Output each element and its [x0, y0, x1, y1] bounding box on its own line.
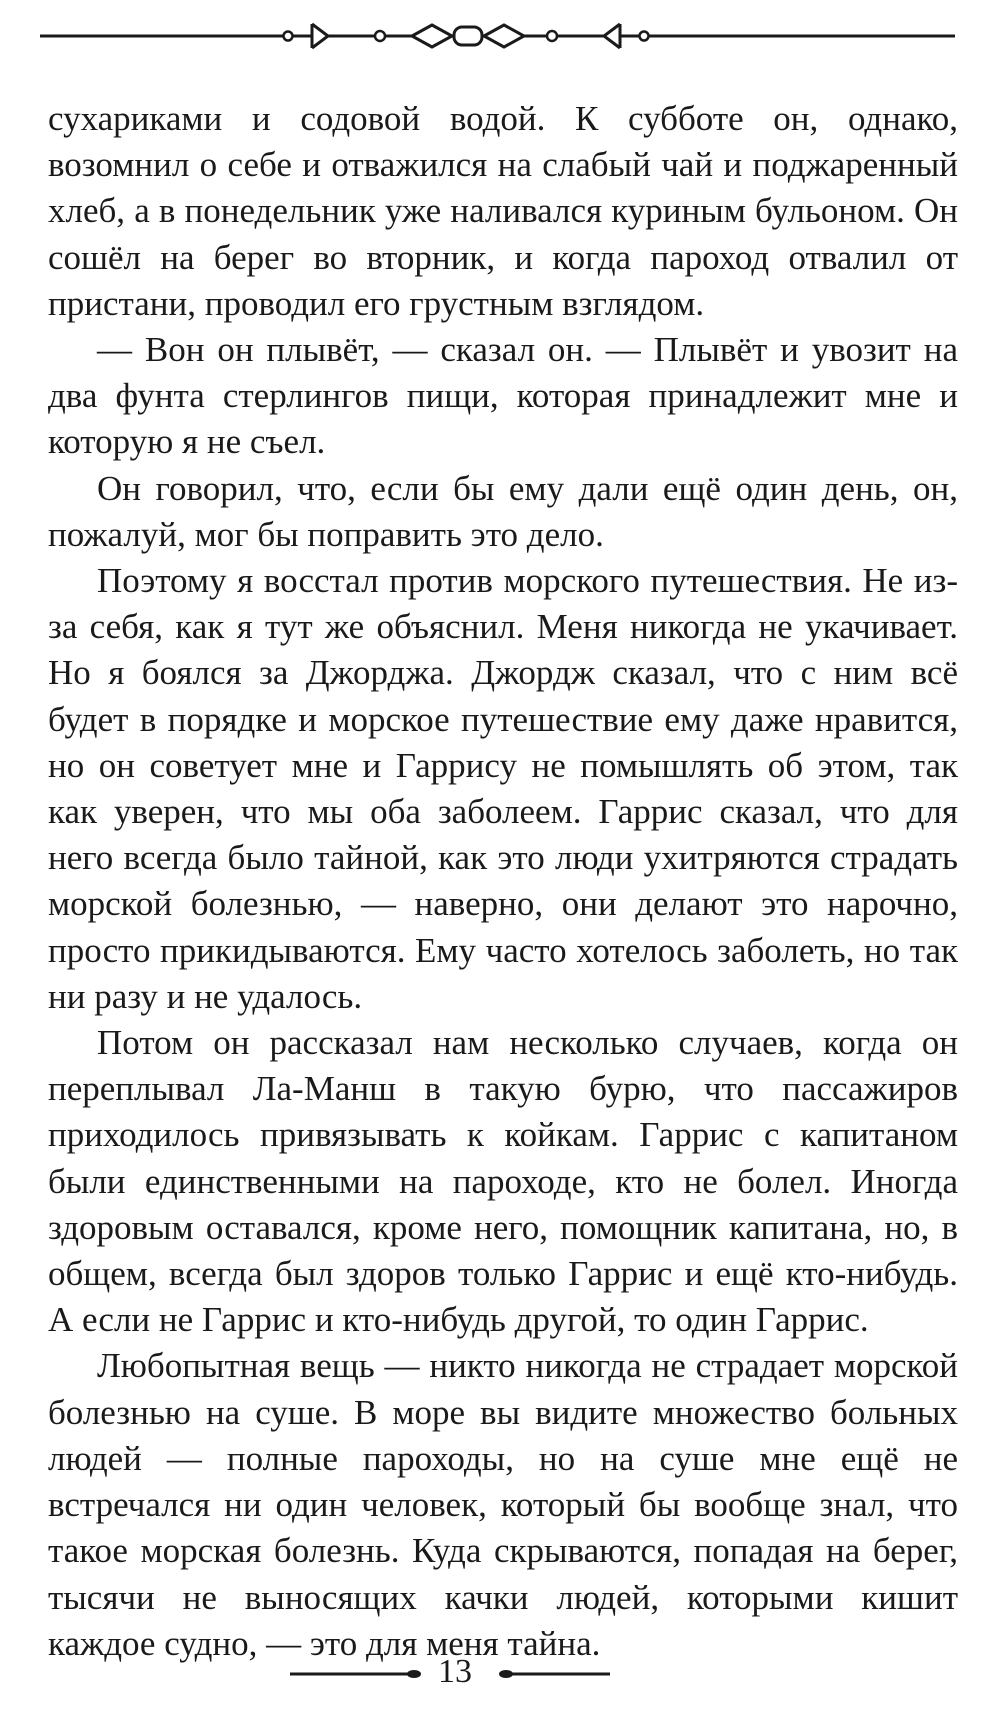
paragraph-2: — Вон он плывёт, — сказал он. — Плывёт и увозит на два фунта стерлингов пищи, которая принадлежит мне и которую я не съел.	[48, 330, 958, 462]
page-number: 13	[438, 1653, 472, 1690]
paragraph-3: Он говорил, что, если бы ему дали ещё один день, он, пожалуй, мог бы поправить это дело.	[48, 468, 958, 554]
paragraph-4: Поэтому я восстал против морского путешествия. Не из-за себя, как я тут же объяснил. Меня никогда не укачивает. Но я боялся за Джорджа. Джордж сказал, что с ним всё будет в порядке и морское путешествие ему даже нравится, но он советует мне и Гаррису не помышлять об этом, так как уверен, что мы оба заболеем. Гаррис сказал, что для него всегда было тайной, как это люди ухитряются страдать морской болезнью, — наверно, они делают это нарочно, просто прикидываются. Ему часто хотелось заболеть, но так ни разу и не удалось.	[48, 561, 958, 1016]
body-text	[48, 96, 958, 1667]
paragraph-6: Любопытная вещь — никто никогда не страдает морской болезнью на суше. В море вы видите множество больных людей — полные пароходы, но на суше мне ещё не встречался ни один человек, который бы вообще знал, что такое морская болезнь. Куда скрываются, попадая на берег, тысячи не выносящих качки людей, которыми кишит каждое судно, — это для меня тайна.	[48, 1346, 958, 1663]
page-footer	[0, 1648, 1000, 1698]
paragraph-1: сухариками и содовой водой. К субботе он, однако, возомнил о себе и отважился на слабый чай и поджаренный хлеб, а в понедельник уже наливался куриным бульоном. Он сошёл на берег во вторник, и когда пароход отвалил от пристани, проводил его грустным взглядом.	[48, 99, 958, 323]
header-ornament	[40, 18, 955, 54]
paragraph-5: Потом он рассказал нам несколько случаев, когда он переплывал Ла-Манш в такую бурю, что пассажиров приходилось привязывать к койкам. Гаррис с капитаном были единственными на пароходе, кто не болел. Иногда здоровым оставался, кроме него, помощник капитана, но, в общем, всегда был здоров только Гаррис и ещё кто-нибудь. А если не Гаррис и кто-нибудь другой, то один Гаррис.	[48, 1023, 958, 1340]
